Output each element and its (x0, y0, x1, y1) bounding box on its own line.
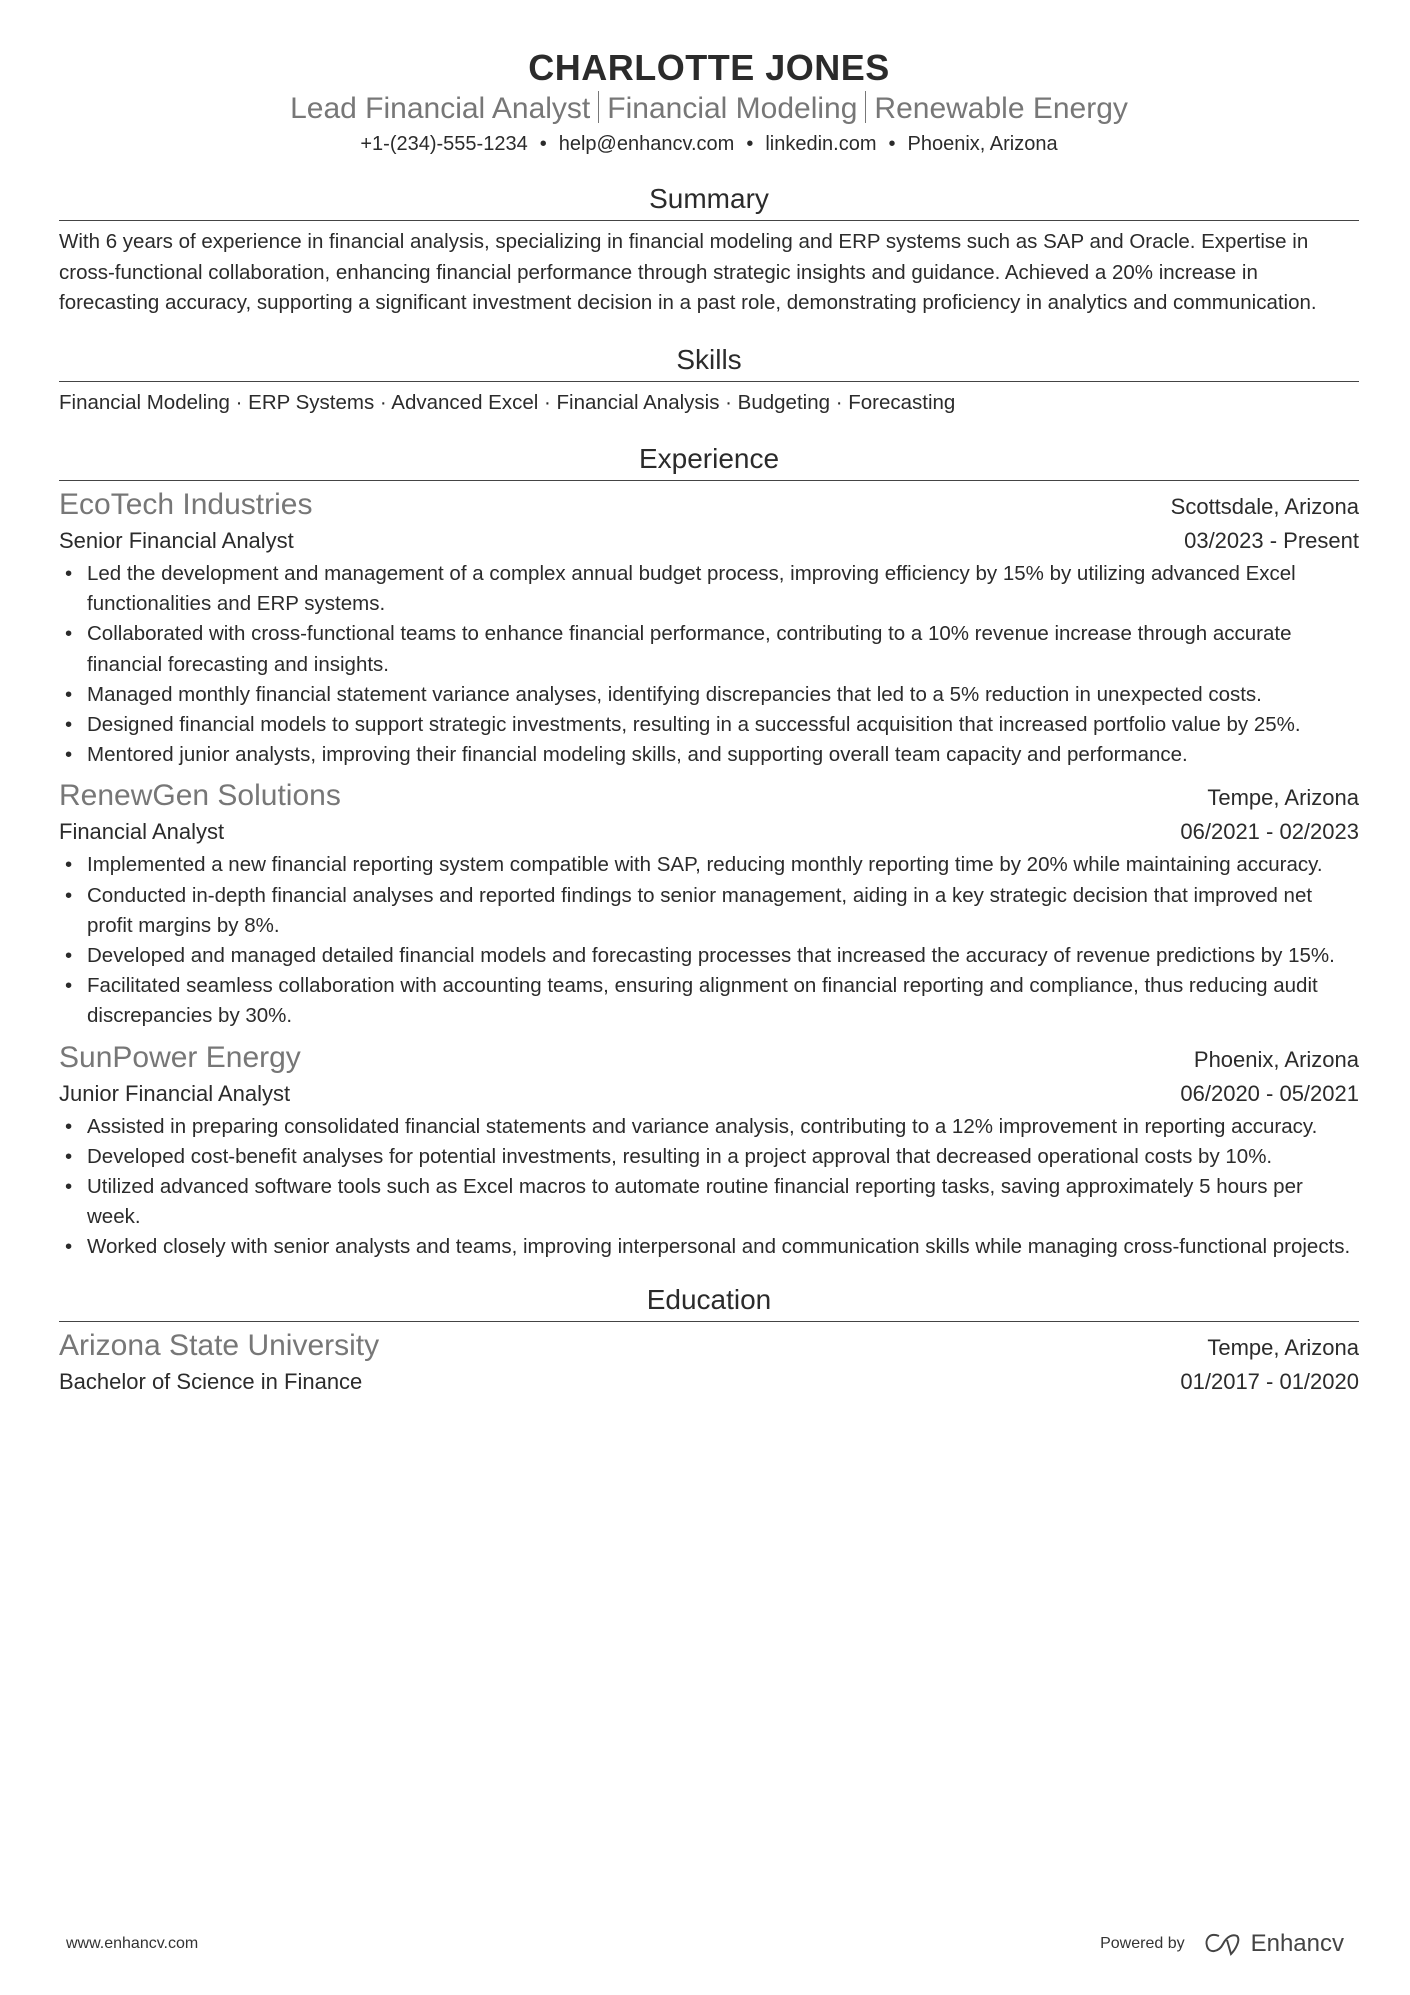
bullet-item: • Worked closely with senior analysts and teams, improving interpersonal and communication skills while managing cross-functional projects. (59, 1232, 1359, 1262)
skills-heading: Skills (59, 343, 1359, 382)
school-name: Arizona State University (59, 1328, 380, 1362)
job-title: Junior Financial Analyst (59, 1080, 291, 1106)
experience-list (59, 487, 1359, 1263)
website-link[interactable]: www.enhancv.com (66, 1935, 199, 1952)
job-title: Financial Analyst (59, 819, 225, 845)
skills-list: Financial Modeling · ERP Systems · Advanced Excel · Financial Analysis · Budgeting · Forecasting (59, 390, 956, 414)
headline (59, 90, 1359, 128)
job-bullets (59, 850, 1359, 1031)
job-title: Senior Financial Analyst (59, 528, 294, 553)
powered-by-label: Powered by (1100, 1935, 1185, 1952)
bullet-item: • Conducted in-depth financial analyses and reported findings to senior management, aiding in a key strategic decision that improved net profit margins by 8%. (59, 881, 1359, 941)
bullet-item: • Developed cost-benefit analyses for potential investments, resulting in a project approval that decreased operational costs by 10%. (59, 1142, 1359, 1172)
education-entry (59, 1328, 1359, 1400)
education-heading: Education (59, 1283, 1359, 1322)
candidate-name: CHARLOTTE JONES (528, 47, 890, 88)
bullet-item: • Mentored junior analysts, improving their financial modeling skills, and supporting overall team capacity and performance. (59, 740, 1359, 770)
job-entry (59, 778, 1359, 1031)
bullet-item: • Developed and managed detailed financial models and forecasting processes that increased the accuracy of revenue predictions by 15%. (59, 941, 1359, 971)
school-location: Tempe, Arizona (1207, 1334, 1359, 1360)
headline-title: Lead Financial Analyst (290, 92, 591, 125)
bullet-item: • Collaborated with cross-functional teams to enhance financial performance, contributing to a 10% revenue increase through accurate financial forecasting and insights. (59, 619, 1359, 679)
bullet-item: • Facilitated seamless collaboration with accounting teams, ensuring alignment on financial reporting and compliance, thus reducing audit discrepancies by 30%. (59, 971, 1359, 1031)
summary-heading: Summary (59, 182, 1359, 221)
enhancv-logo-icon (1203, 1932, 1243, 1956)
email-link[interactable]: help@enhancv.com (558, 133, 735, 155)
job-bullets (59, 559, 1359, 770)
bullet-item: • Utilized advanced software tools such as Excel macros to automate routine financial reporting tasks, saving approximately 5 hours per week. (59, 1172, 1359, 1232)
resume (59, 46, 1359, 1400)
degree: Bachelor of Science in Finance (59, 1368, 363, 1394)
enhancv-logo[interactable] (1203, 1930, 1344, 1958)
headline-title: Financial Modeling (607, 92, 858, 125)
powered-by (1100, 1930, 1344, 1958)
location: Phoenix, Arizona (907, 133, 1058, 155)
headline-title: Renewable Energy (874, 92, 1128, 125)
job-dates: 06/2021 - 02/2023 (1180, 819, 1359, 845)
linkedin-link[interactable]: linkedin.com (765, 133, 877, 155)
bullet-item: • Designed financial models to support strategic investments, resulting in a successful acquisition that increased portfolio value by 25%. (59, 710, 1359, 740)
company-name: EcoTech Industries (59, 488, 313, 521)
job-dates: 06/2020 - 05/2021 (1180, 1080, 1359, 1106)
job-location: Scottsdale, Arizona (1170, 494, 1359, 519)
divider (598, 91, 599, 123)
bullet-item: • Led the development and management of a complex annual budget process, improving efficiency by 15% by utilizing advanced Excel functionalities and ERP systems. (59, 559, 1359, 619)
job-location: Phoenix, Arizona (1193, 1046, 1359, 1072)
contact-info: +1-(234)-555-1234 • help@enhancv.com • linkedin.com • Phoenix, Arizona (360, 133, 1058, 155)
bullet-item: • Managed monthly financial statement variance analyses, identifying discrepancies that led to a 5% reduction in unexpected costs. (59, 680, 1359, 710)
job-entry (59, 1040, 1359, 1263)
job-entry (59, 487, 1359, 770)
enhancv-brand: Enhancv (1250, 1930, 1344, 1957)
footer (66, 1930, 1344, 1958)
job-bullets (59, 1112, 1359, 1263)
education-dates: 01/2017 - 01/2020 (1180, 1368, 1359, 1394)
company-name: RenewGen Solutions (59, 779, 341, 813)
summary-text: With 6 years of experience in financial analysis, specializing in financial modeling and ERP systems such as SAP and Oracle. Expertise in cross-functional collaboration, enhancing financial performance through strategic insights and guidance. Achieved a 20% increase in forecasting accuracy, supporting a significant investment decision in a past role, demonstrating proficiency in analytics and communication. (59, 230, 1317, 314)
phone: +1-(234)-555-1234 (360, 133, 528, 155)
experience-heading: Experience (59, 442, 1359, 481)
bullet-item: • Implemented a new financial reporting system compatible with SAP, reducing monthly reporting time by 20% while maintaining accuracy. (59, 850, 1359, 880)
bullet-item: • Assisted in preparing consolidated financial statements and variance analysis, contributing to a 12% improvement in reporting accuracy. (59, 1112, 1359, 1142)
job-dates: 03/2023 - Present (1184, 528, 1359, 553)
divider (865, 91, 866, 123)
company-name: SunPower Energy (59, 1040, 301, 1074)
job-location: Tempe, Arizona (1207, 785, 1359, 811)
